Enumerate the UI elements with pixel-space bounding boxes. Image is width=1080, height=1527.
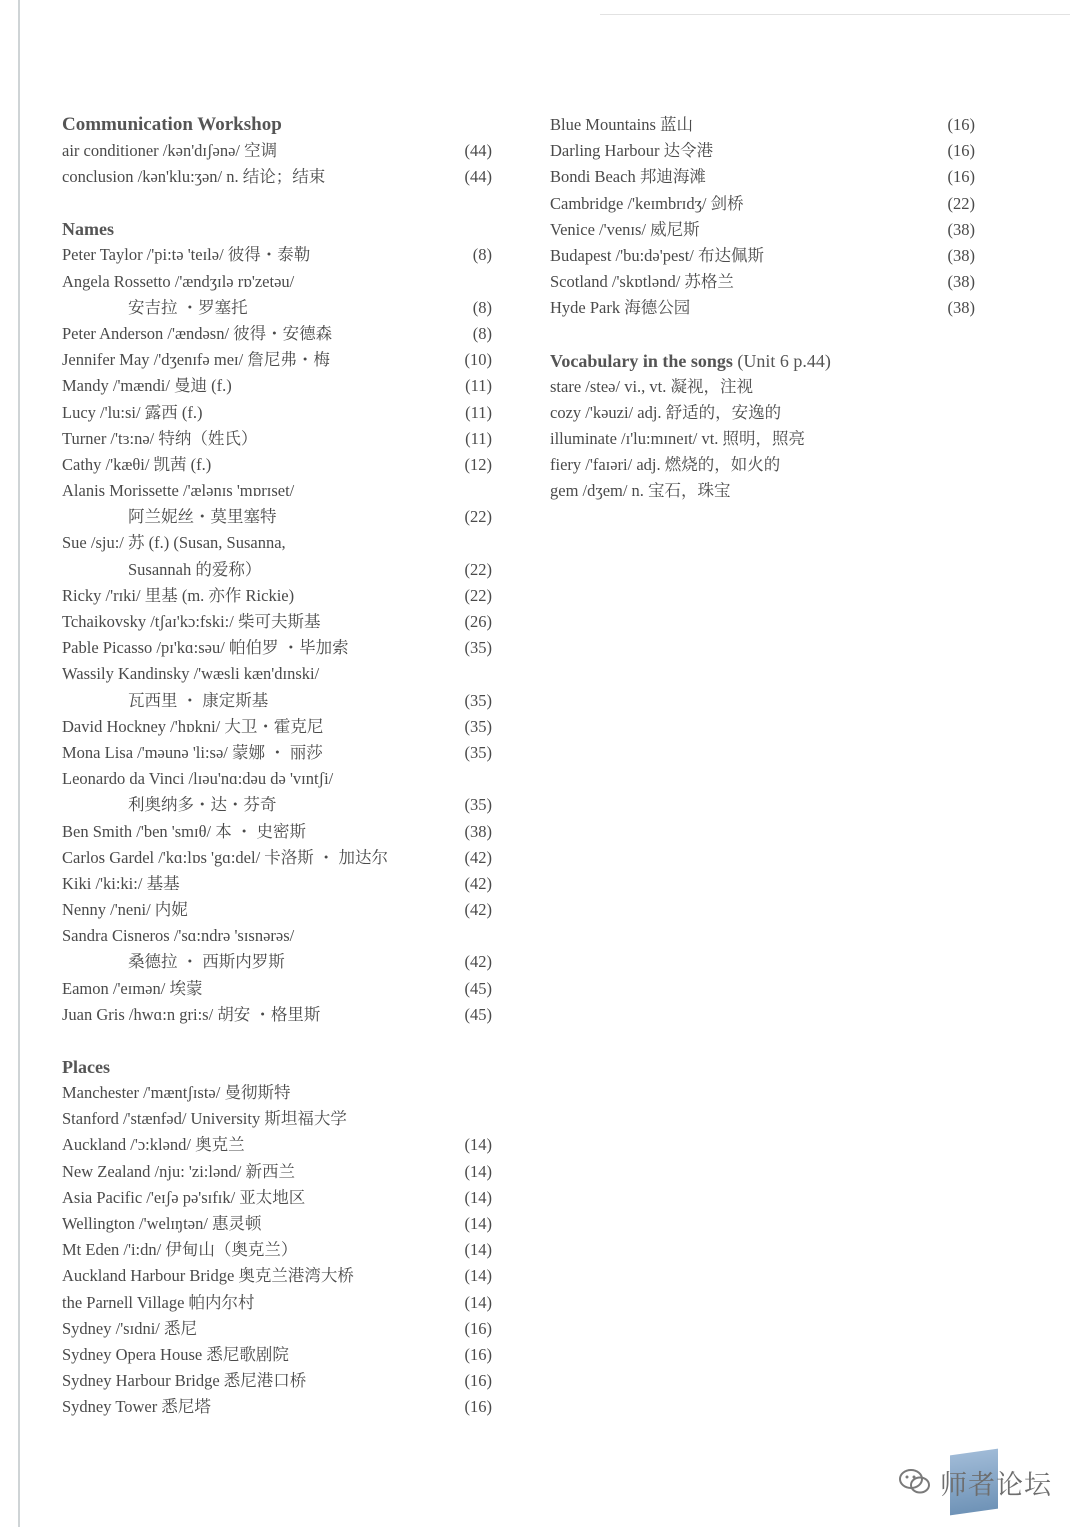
entry-page-ref: (16) xyxy=(464,1344,492,1364)
entry-text: New Zealand /nju: 'zi:lənd/ 新西兰 xyxy=(62,1161,295,1181)
entry-text: Mona Lisa /'məunə 'li:sə/ 蒙娜 ・ 丽莎 xyxy=(62,742,323,762)
entry-text: fiery /'faɪəri/ adj. 燃烧的，如火的 xyxy=(550,455,781,475)
entry-text: Sydney Tower 悉尼塔 xyxy=(62,1397,211,1417)
entry-page-ref: (16) xyxy=(464,1318,492,1338)
entry-page-ref: (35) xyxy=(464,716,492,736)
entry-page-ref: (14) xyxy=(464,1292,492,1312)
entry-page-ref: (22) xyxy=(464,585,492,605)
entry-text: Nenny /'neni/ 内妮 xyxy=(62,900,188,920)
entry-row xyxy=(62,1159,502,1185)
entry-text: Mandy /'mændi/ 曼迪 (f.) xyxy=(62,376,232,396)
entry-row xyxy=(550,426,990,452)
entry-row xyxy=(62,688,502,714)
entry-text: Wassily Kandinsky /'wæsli kæn'dɪnski/ xyxy=(62,664,320,684)
entry-row xyxy=(62,530,502,556)
entry-row xyxy=(550,138,990,164)
entry-text: Darling Harbour 达令港 xyxy=(550,141,714,161)
entry-row xyxy=(62,845,502,871)
top-rule xyxy=(600,14,1070,15)
entry-page-ref: (38) xyxy=(947,219,975,239)
entry-row xyxy=(550,400,990,426)
vocabulary-heading xyxy=(550,348,990,374)
entry-page-ref: (42) xyxy=(464,847,492,867)
entry-row xyxy=(62,478,502,504)
page-edge-shadow xyxy=(18,0,20,1527)
entry-row xyxy=(62,242,502,268)
entry-text: Ricky /'rɪki/ 里基 (m. 亦作 Rickie) xyxy=(62,585,295,605)
entry-text: Eamon /'eɪmən/ 埃蒙 xyxy=(62,978,203,998)
entry-row xyxy=(62,740,502,766)
entry-text: Venice /'venɪs/ 威尼斯 xyxy=(550,219,700,239)
entry-page-ref: (8) xyxy=(472,323,492,343)
places-continued-section xyxy=(550,112,990,322)
entry-text: Wellington /'welɪŋtən/ 惠灵顿 xyxy=(62,1213,262,1233)
entry-row xyxy=(62,373,502,399)
entry-text: Asia Pacific /'eɪʃə pə'sɪfɪk/ 亚太地区 xyxy=(62,1187,306,1207)
entry-text: Peter Taylor /'pi:tə 'teɪlə/ 彼得・泰勒 xyxy=(62,245,311,265)
entry-text: Manchester /'mæntʃɪstə/ 曼彻斯特 xyxy=(62,1083,291,1102)
entry-row xyxy=(62,164,502,190)
vocabulary-list xyxy=(550,374,990,505)
entry-text: illuminate /ɪ'lu:mɪneɪt/ vt. 照明，照亮 xyxy=(550,428,806,448)
entry-row xyxy=(550,217,990,243)
entry-page-ref: (16) xyxy=(464,1397,492,1417)
entry-page-ref: (14) xyxy=(464,1135,492,1155)
entry-row xyxy=(62,1185,502,1211)
entry-row xyxy=(550,478,990,504)
entry-row xyxy=(62,1002,502,1028)
entry-row xyxy=(62,452,502,478)
entry-row xyxy=(62,1316,502,1342)
entry-text: Sydney /'sɪdni/ 悉尼 xyxy=(62,1318,197,1338)
entry-row xyxy=(62,347,502,373)
right-column xyxy=(550,112,990,530)
entry-page-ref: (14) xyxy=(464,1240,492,1260)
left-column xyxy=(62,112,502,1446)
entry-page-ref: (26) xyxy=(464,612,492,631)
entry-text: Tchaikovsky /tʃaɪ'kɔ:fski:/ 柴可夫斯基 xyxy=(62,612,321,631)
entry-row xyxy=(550,112,990,138)
entry-text: Juan Gris /hwɑ:n gri:s/ 胡安 ・格里斯 xyxy=(62,1004,321,1024)
entry-row xyxy=(62,504,502,530)
entry-text: Scotland /'skɒtlənd/ 苏格兰 xyxy=(550,272,734,292)
entry-text: 利奥纳多・达・芬奇 xyxy=(128,795,277,815)
entry-row xyxy=(62,819,502,845)
entry-row xyxy=(62,923,502,949)
entry-row xyxy=(550,295,990,321)
entry-page-ref: (38) xyxy=(947,272,975,292)
entry-row xyxy=(62,871,502,897)
entry-row xyxy=(62,949,502,975)
entry-row xyxy=(62,295,502,321)
entry-text: Auckland /'ɔ:klənd/ 奥克兰 xyxy=(62,1135,245,1155)
entry-page-ref: (14) xyxy=(464,1266,492,1286)
entry-text: Cathy /'kæθi/ 凯茜 (f.) xyxy=(62,454,212,474)
entry-text: Sydney Harbour Bridge 悉尼港口桥 xyxy=(62,1371,307,1391)
entry-text: Blue Mountains 蓝山 xyxy=(550,115,693,134)
entry-page-ref: (8) xyxy=(472,245,492,265)
entry-row xyxy=(62,321,502,347)
entry-page-ref: (42) xyxy=(464,900,492,920)
entry-row xyxy=(62,426,502,452)
entry-text: 桑德拉 ・ 西斯内罗斯 xyxy=(128,952,285,972)
entry-page-ref: (38) xyxy=(947,298,975,318)
entry-text: conclusion /kən'klu:ʒən/ n. 结论；结束 xyxy=(62,167,326,187)
entry-row xyxy=(550,374,990,400)
entry-row xyxy=(62,1290,502,1316)
entry-text: Budapest /'bu:də'pest/ 布达佩斯 xyxy=(550,245,765,265)
entry-row xyxy=(62,583,502,609)
entry-text: 安吉拉 ・罗塞托 xyxy=(128,297,248,317)
entry-page-ref: (14) xyxy=(464,1213,492,1233)
entry-text: Sydney Opera House 悉尼歌剧院 xyxy=(62,1344,289,1364)
entry-text: Angela Rossetto /'ændʒɪlə rɒ'zetəu/ xyxy=(62,271,295,291)
entry-text: Mt Eden /'i:dn/ 伊甸山（奥克兰） xyxy=(62,1240,298,1260)
entry-row xyxy=(62,1342,502,1368)
entry-page-ref: (44) xyxy=(464,167,492,187)
entry-page-ref: (16) xyxy=(947,141,975,161)
section-names xyxy=(62,216,502,1028)
entry-row xyxy=(62,400,502,426)
entry-row xyxy=(62,714,502,740)
entry-text: 瓦西里 ・ 康定斯基 xyxy=(128,690,269,710)
entry-page-ref: (35) xyxy=(464,742,492,762)
entry-page-ref: (38) xyxy=(464,821,492,841)
entry-page-ref: (42) xyxy=(464,873,492,893)
entry-page-ref: (38) xyxy=(947,245,975,265)
entry-row xyxy=(550,243,990,269)
entry-text: Pable Picasso /pɪ'kɑ:səu/ 帕伯罗 ・毕加索 xyxy=(62,638,349,658)
vocabulary-unit-note: (Unit 6 p.44) xyxy=(732,350,831,371)
entry-row xyxy=(550,164,990,190)
section-heading: Places xyxy=(62,1057,110,1077)
entry-text: Hyde Park 海德公园 xyxy=(550,298,691,318)
entry-page-ref: (16) xyxy=(947,167,975,187)
section-heading: Communication Workshop xyxy=(62,114,282,135)
entry-row xyxy=(62,661,502,687)
entry-row xyxy=(62,792,502,818)
entry-page-ref: (12) xyxy=(464,454,492,474)
entry-row xyxy=(550,452,990,478)
entry-page-ref: (22) xyxy=(464,507,492,527)
entry-text: air conditioner /kən'dɪʃənə/ 空调 xyxy=(62,141,278,160)
entry-page-ref: (45) xyxy=(464,1004,492,1024)
entry-text: gem /dʒem/ n. 宝石，珠宝 xyxy=(550,481,731,501)
entry-text: Stanford /'stænfəd/ University 斯坦福大学 xyxy=(62,1109,347,1129)
entry-text: Alanis Morissette /'ælənɪs 'mɒrɪset/ xyxy=(62,481,295,501)
entry-page-ref: (44) xyxy=(464,141,492,160)
entry-row xyxy=(62,1237,502,1263)
entry-page-ref: (10) xyxy=(464,350,492,370)
section-heading: Names xyxy=(62,219,114,240)
entry-text: Auckland Harbour Bridge 奥克兰港湾大桥 xyxy=(62,1266,354,1286)
entry-row xyxy=(62,557,502,583)
entry-page-ref: (22) xyxy=(464,559,492,579)
entry-page-ref: (11) xyxy=(465,402,492,422)
vocabulary-title: Vocabulary in the songs xyxy=(550,350,733,371)
entry-page-ref: (14) xyxy=(464,1161,492,1181)
entry-text: Ben Smith /'ben 'smɪθ/ 本 ・ 史密斯 xyxy=(62,821,306,841)
watermark-text: 师者论坛 xyxy=(940,1469,1052,1501)
entry-text: Jennifer May /'dʒenɪfə meɪ/ 詹尼弗・梅 xyxy=(62,350,330,370)
entry-text: Susannah 的爱称） xyxy=(128,559,262,579)
entry-row xyxy=(62,635,502,661)
entry-row xyxy=(550,269,990,295)
entry-row xyxy=(62,138,502,164)
entry-row xyxy=(62,766,502,792)
entry-text: 阿兰妮丝・莫里塞特 xyxy=(128,507,277,527)
entry-row xyxy=(62,1263,502,1289)
entry-text: Sue /sju:/ 苏 (f.) (Susan, Susanna, xyxy=(62,533,286,553)
entry-text: David Hockney /'hɒkni/ 大卫・霍克尼 xyxy=(62,716,324,736)
entry-text: Sandra Cisneros /'sɑ:ndrə 'sɪsnərəs/ xyxy=(62,926,295,946)
entry-text: cozy /'kəuzi/ adj. 舒适的，安逸的 xyxy=(550,402,782,422)
entry-text: Peter Anderson /'ændəsn/ 彼得・安德森 xyxy=(62,323,333,343)
entry-page-ref: (11) xyxy=(465,428,492,448)
entry-page-ref: (35) xyxy=(464,638,492,658)
entry-text: Cambridge /'keɪmbrɪdʒ/ 剑桥 xyxy=(550,193,744,213)
entry-row xyxy=(62,1211,502,1237)
entry-row xyxy=(62,269,502,295)
entry-page-ref: (35) xyxy=(464,690,492,710)
entry-page-ref: (22) xyxy=(947,193,975,213)
entry-page-ref: (14) xyxy=(464,1187,492,1207)
entry-text: Lucy /'lu:si/ 露西 (f.) xyxy=(62,402,203,422)
entry-page-ref: (16) xyxy=(464,1371,492,1391)
entry-text: Leonardo da Vinci /lɪəu'nɑ:dəu də 'vɪntʃi/ xyxy=(62,769,334,789)
entry-text: stare /steə/ vi., vt. 凝视，注视 xyxy=(550,376,754,396)
entry-text: Bondi Beach 邦迪海滩 xyxy=(550,167,706,187)
entry-text: the Parnell Village 帕内尔村 xyxy=(62,1292,255,1312)
entry-text: Kiki /'ki:ki:/ 基基 xyxy=(62,873,180,893)
entry-row xyxy=(62,976,502,1002)
wechat-icon xyxy=(898,1468,932,1496)
entry-row xyxy=(62,1368,502,1394)
entry-page-ref: (8) xyxy=(472,297,492,317)
entry-page-ref: (16) xyxy=(947,115,975,134)
entry-page-ref: (11) xyxy=(465,376,492,396)
section-places xyxy=(62,1054,502,1420)
vocabulary-section xyxy=(550,348,990,505)
entry-row xyxy=(62,1106,502,1132)
entry-page-ref: (45) xyxy=(464,978,492,998)
entry-row xyxy=(550,191,990,217)
entry-row xyxy=(62,897,502,923)
watermark xyxy=(898,1455,1058,1509)
entry-page-ref: (35) xyxy=(464,795,492,815)
entry-text: Turner /'tɜ:nə/ 特纳（姓氏） xyxy=(62,428,258,448)
entry-row xyxy=(62,1394,502,1420)
entry-page-ref: (42) xyxy=(464,952,492,972)
entry-row xyxy=(62,1080,502,1106)
entry-row xyxy=(62,1132,502,1158)
section-communication-workshop xyxy=(62,112,502,190)
entry-text: Carlos Gardel /'kɑ:lɒs 'gɑ:del/ 卡洛斯 ・ 加达尔 xyxy=(62,847,389,867)
entry-row xyxy=(62,609,502,635)
